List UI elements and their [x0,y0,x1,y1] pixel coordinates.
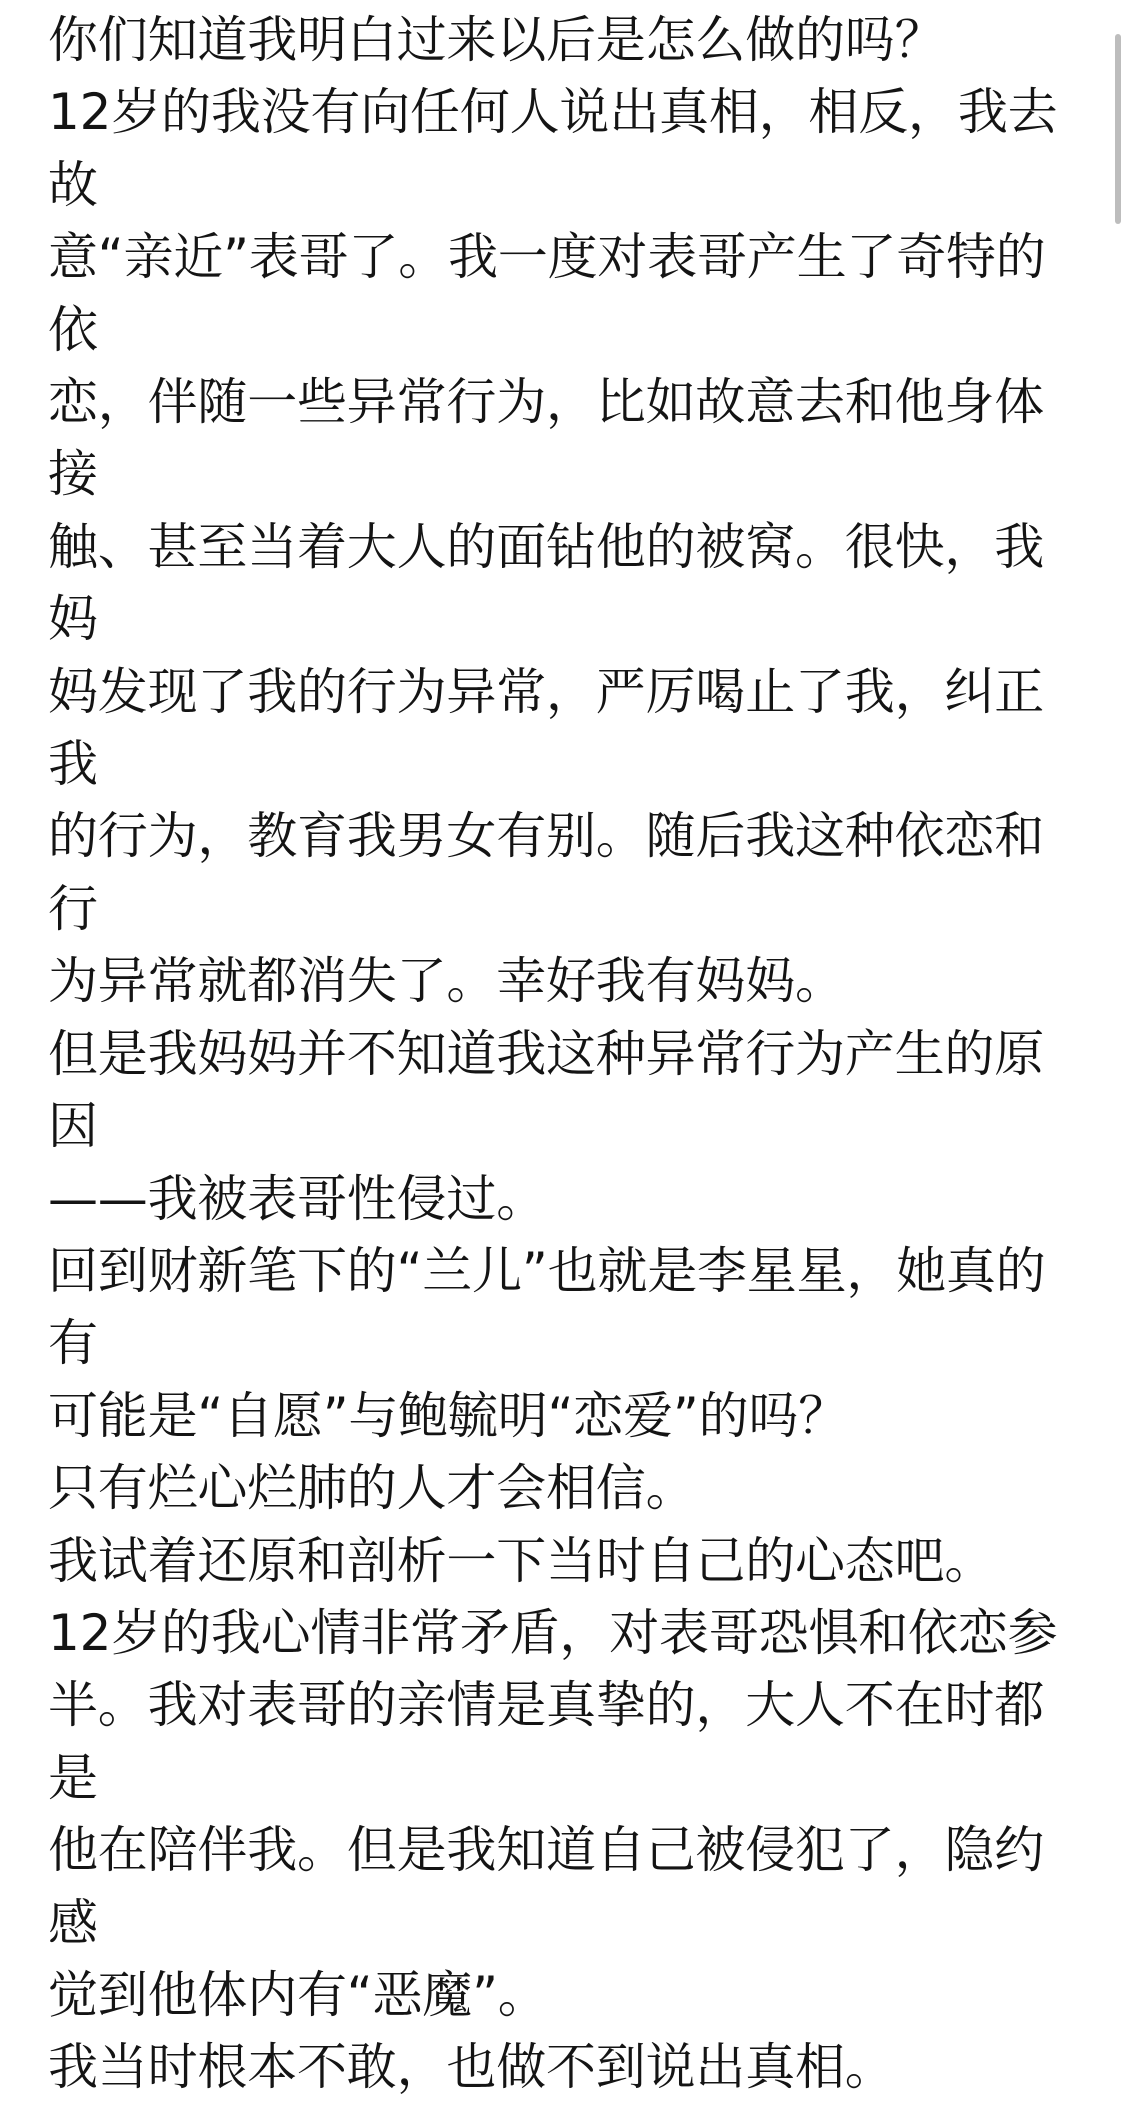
paragraph-analysis-intro: 我试着还原和剖析一下当时自己的心态吧。 [48,1531,995,1590]
vertical-scrollbar[interactable] [1110,0,1124,1381]
paragraph-childhood-behavior: 12岁的我没有向任何人说出真相，相反，我去故 意“亲近”表哥了。我一度对表哥产生了奇特的依 恋，伴随一些异常行为，比如故意去和他身体接 触、甚至当着大人的面钻他的被窝。很快，我妈 妈发现了我的行为异常，严厉喝止了我，纠正我 的行为，教育我男女有别。随后我这种依恋和行 为异常就都消失了。幸好我有妈妈。 [48,83,1058,1011]
paragraph-mother-unaware: 但是我妈妈并不知道我这种异常行为产生的原因 ——我被表哥性侵过。 [48,1024,1044,1228]
paragraph-question: 你们知道我明白过来以后是怎么做的吗？ [48,11,945,69]
paragraph-could-not-tell: 我当时根本不敢，也做不到说出真相。 [48,2038,895,2097]
paragraph-only-believe: 只有烂心烂肺的人才会相信。 [48,1459,696,1518]
scrollbar-thumb[interactable] [1115,34,1121,224]
paragraph-mixed-feelings: 12岁的我心情非常矛盾，对表哥恐惧和依恋参 半。我对表哥的亲情是真挚的，大人不在时都是 他在陪伴我。但是我知道自己被侵犯了，隐约感 觉到他体内有“恶魔”。 [48,1603,1058,2024]
paragraph-lan-er: 回到财新笔下的“兰儿”也就是李星星，她真的有 可能是“自愿”与鲍毓明“恋爱”的吗？ [48,1241,1046,1445]
article-body [48,4,1088,2104]
